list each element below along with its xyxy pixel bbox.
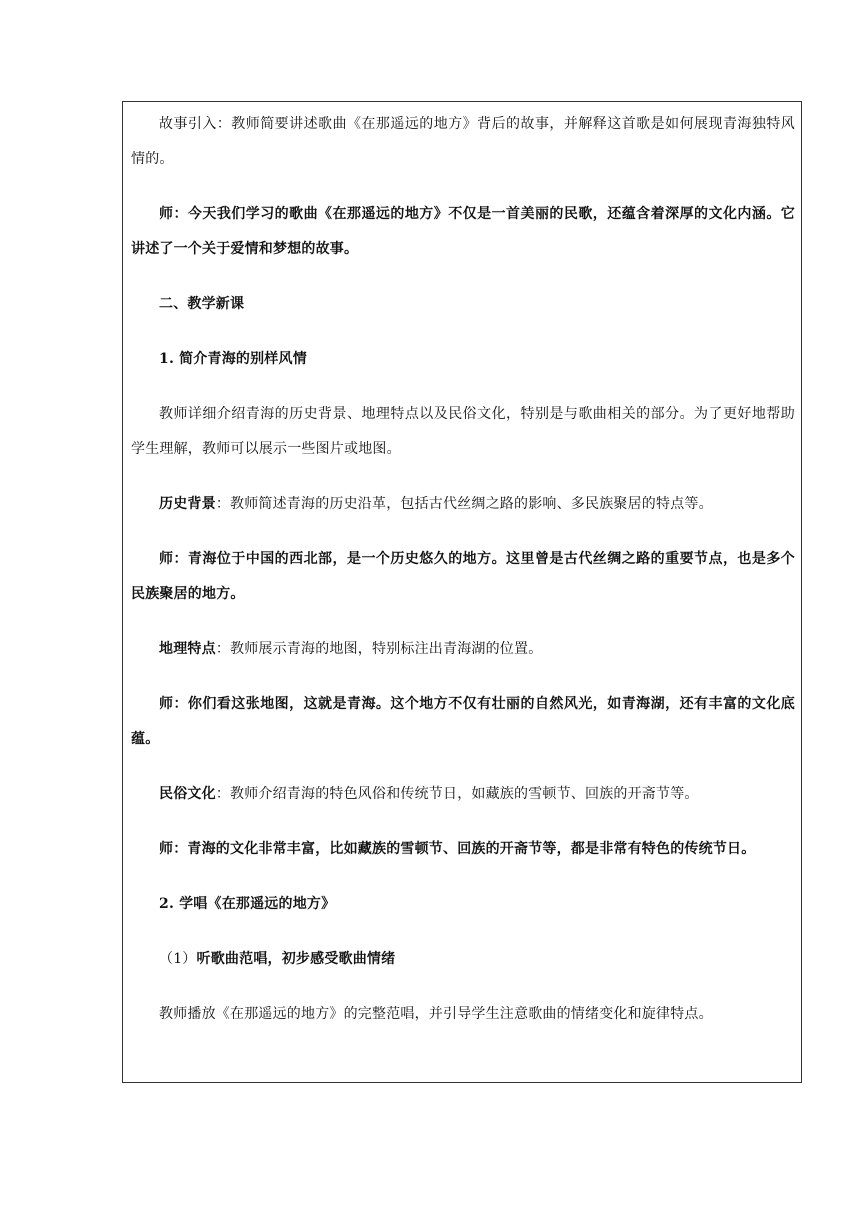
step-number: （1） <box>159 951 197 967</box>
document-body <box>131 102 795 1052</box>
paragraph-teacher-intro: 师：今天我们学习的歌曲《在那遥远的地方》不仅是一首美丽的民歌，还蕴含着深厚的文化内涵。它讲述了一个关于爱情和梦想的故事。 <box>131 206 795 257</box>
paragraph-teacher-culture: 师：青海的文化非常丰富，比如藏族的雪顿节、回族的开斋节等，都是非常有特色的传统节日。 <box>159 841 756 857</box>
text-folk-culture: ：教师介绍青海的特色风俗和传统节日，如藏族的雪顿节、回族的开斋节等。 <box>215 786 699 802</box>
section-heading-new-lesson: 二、教学新课 <box>159 296 245 312</box>
subheading-qinghai-intro: 1. 简介青海的别样风情 <box>159 351 307 367</box>
text-history: ：教师简述青海的历史沿革，包括古代丝绸之路的影响、多民族聚居的特点等。 <box>215 496 713 512</box>
paragraph-teacher-geography: 师：你们看这张地图，这就是青海。这个地方不仅有壮丽的自然风光，如青海湖，还有丰富的文化底蕴。 <box>131 696 795 747</box>
label-history: 历史背景 <box>159 496 216 512</box>
paragraph-geography <box>131 632 795 667</box>
paragraph-story-intro: 故事引入：教师简要讲述歌曲《在那遥远的地方》背后的故事，并解释这首歌是如何展现青海独特风情的。 <box>131 116 795 167</box>
paragraph-listen-step <box>131 942 795 977</box>
step-title: 听歌曲范唱，初步感受歌曲情绪 <box>196 951 396 967</box>
paragraph-teacher-detail: 教师详细介绍青海的历史背景、地理特点以及民俗文化，特别是与歌曲相关的部分。为了更好地帮助学生理解，教师可以展示一些图片或地图。 <box>131 406 795 457</box>
paragraph-folk-culture <box>131 777 795 812</box>
paragraph-history <box>131 487 795 522</box>
paragraph-play-song: 教师播放《在那遥远的地方》的完整范唱，并引导学生注意歌曲的情绪变化和旋律特点。 <box>159 1006 713 1022</box>
subheading-learn-song: 2. 学唱《在那遥远的地方》 <box>159 896 336 912</box>
label-geography: 地理特点 <box>159 641 216 657</box>
label-folk-culture: 民俗文化 <box>159 786 216 802</box>
paragraph-teacher-history: 师：青海位于中国的西北部，是一个历史悠久的地方。这里曾是古代丝绸之路的重要节点，也是多个民族聚居的地方。 <box>131 551 795 602</box>
text-geography: ：教师展示青海的地图，特别标注出青海湖的位置。 <box>215 641 543 657</box>
document-frame <box>122 101 802 1083</box>
